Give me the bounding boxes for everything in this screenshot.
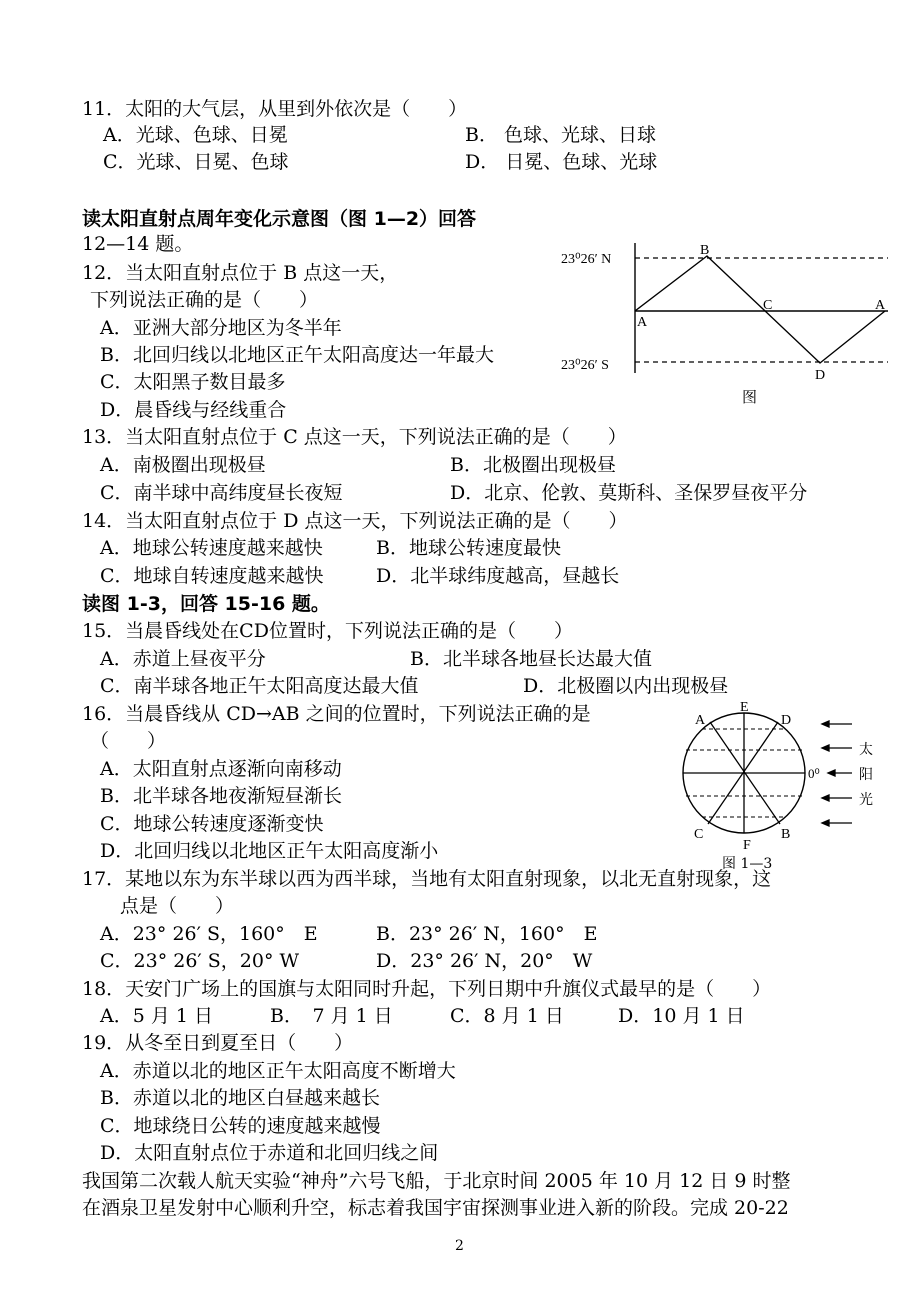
q12-option-a: A．亚洲大部分地区为冬半年 [100,317,342,339]
section-fig12-range: 12—14 题。 [82,233,194,255]
q17-option-d: D．23° 26′ N，20° W [376,950,593,972]
q12-option-c: C．太阳黑子数目最多 [100,371,286,393]
fig13-point-a: A [695,713,706,728]
q16-option-b: B．北半球各地夜渐短昼渐长 [100,785,342,807]
q14-option-b: B．地球公转速度最快 [376,537,561,559]
q11-option-d: D． 日冕、色球、光球 [465,151,658,173]
q17-option-c: C．23° 26′ S，20° W [100,950,300,972]
q19-option-c: C．地球绕日公转的速度越来越慢 [100,1115,381,1137]
q17-option-a: A．23° 26′ S，160° E [100,923,318,945]
point-a-right: A [875,298,886,313]
figure-1-2-diagram [555,238,895,410]
q11-option-b: B． 色球、光球、日球 [465,124,657,146]
q17-option-b: B．23° 26′ N，160° E [376,923,598,945]
passage-line-2: 在酒泉卫星发射中心顺利升空，标志着我国宇宙探测事业进入新的阶段。完成 20-22 [82,1197,789,1219]
q18-option-d: D．10 月 1 日 [618,1005,745,1027]
sunlight-arrows [822,721,852,826]
q15-option-d: D．北极圈以内出现极昼 [523,675,729,697]
q17-stem-cont: 点是（ ） [120,895,235,917]
q18-option-a: A．5 月 1 日 [100,1005,214,1027]
q17-stem: 17．某地以东为东半球以西为西半球，当地有太阳直射现象，以北无直射现象，这 [82,868,772,890]
q16-option-c: C．地球公转速度逐渐变快 [100,813,324,835]
passage-line-1: 我国第二次载人航天实验“神舟”六号飞船，于北京时间 2005 年 10 月 12 日 9 时整 [82,1170,791,1192]
q14-option-d: D．北半球纬度越高，昼越长 [376,565,620,587]
page-number: 2 [455,1238,464,1254]
point-d: D [815,368,826,383]
q19-stem: 19．从冬至日到夏至日（ ） [82,1032,354,1054]
q15-stem: 15．当晨昏线处在CD位置时，下列说法正确的是（ ） [82,620,573,642]
q15-option-c: C．南半球各地正午太阳高度达最大值 [100,675,419,697]
sunlight-label-3: 光 [859,792,873,808]
q18-option-c: C．8 月 1 日 [450,1005,564,1027]
section-fig13-title: 读图 1-3，回答 15-16 题。 [82,593,330,615]
q14-option-a: A．地球公转速度越来越快 [100,537,323,559]
q19-option-b: B．赤道以北的地区白昼越来越长 [100,1087,380,1109]
point-c: C [763,298,773,313]
label-23-26-s: 23⁰26′ S [561,358,609,373]
q13-option-c: C．南半球中高纬度昼长夜短 [100,482,343,504]
figure-1-3-caption: 图 1—3 [722,856,773,872]
q18-stem: 18．天安门广场上的国旗与太阳同时升起，下列日期中升旗仪式最早的是（ ） [82,978,772,1000]
q16-stem-cont: （ ） [90,730,167,752]
q14-stem: 14．当太阳直射点位于 D 点这一天，下列说法正确的是（ ） [82,510,628,532]
q11-option-c: C．光球、日冕、色球 [103,151,289,173]
fig13-point-d: D [781,713,792,728]
fig13-point-f: F [743,838,751,853]
sunlight-label-1: 太 [859,742,873,758]
q13-option-a: A．南极圈出现极昼 [100,454,266,476]
fig13-point-e: E [740,700,749,715]
fig13-point-b: B [781,827,791,842]
q16-option-d: D．北回归线以北地区正午太阳高度渐小 [100,840,439,862]
q11-stem: 11．太阳的大气层，从里到外依次是（ ） [82,98,468,120]
q16-stem: 16．当晨昏线从 CD→AB 之间的位置时，下列说法正确的是 [82,703,591,725]
fig13-point-c: C [694,827,704,842]
q12-option-d: D．晨昏线与经线重合 [100,399,287,421]
q16-option-a: A．太阳直射点逐渐向南移动 [100,758,342,780]
sunlight-label-2: 阳 [859,767,873,783]
q13-stem: 13．当太阳直射点位于 C 点这一天，下列说法正确的是（ ） [82,426,627,448]
q19-option-a: A．赤道以北的地区正午太阳高度不断增大 [100,1060,456,1082]
q18-option-b: B． 7 月 1 日 [270,1005,393,1027]
q15-option-b: B．北半球各地昼长达最大值 [410,648,652,670]
q12-option-b: B．北回归线以北地区正午太阳高度达一年最大 [100,344,494,366]
figure-1-3-diagram [670,697,895,872]
point-b: B [700,243,710,258]
q12-stem-cont: 下列说法正确的是（ ） [90,289,319,311]
q13-option-d: D．北京、伦敦、莫斯科、圣保罗昼夜平分 [450,482,808,504]
point-a-left: A [637,315,648,330]
q14-option-c: C．地球自转速度越来越快 [100,565,324,587]
q15-option-a: A．赤道上昼夜平分 [100,648,266,670]
label-23-26-n: 23⁰26′ N [561,252,612,267]
section-fig12-title: 读太阳直射点周年变化示意图（图 1—2）回答 [82,208,477,230]
q13-option-b: B．北极圈出现极昼 [450,454,616,476]
q12-stem: 12．当太阳直射点位于 B 点这一天， [82,262,399,284]
subsolar-path [635,256,885,363]
figure-1-2-caption: 图 [742,388,758,406]
q19-option-d: D．太阳直射点位于赤道和北回归线之间 [100,1142,439,1164]
q11-option-a: A．光球、色球、日冕 [103,124,288,146]
fig13-zero-label: 0⁰ [808,766,820,781]
